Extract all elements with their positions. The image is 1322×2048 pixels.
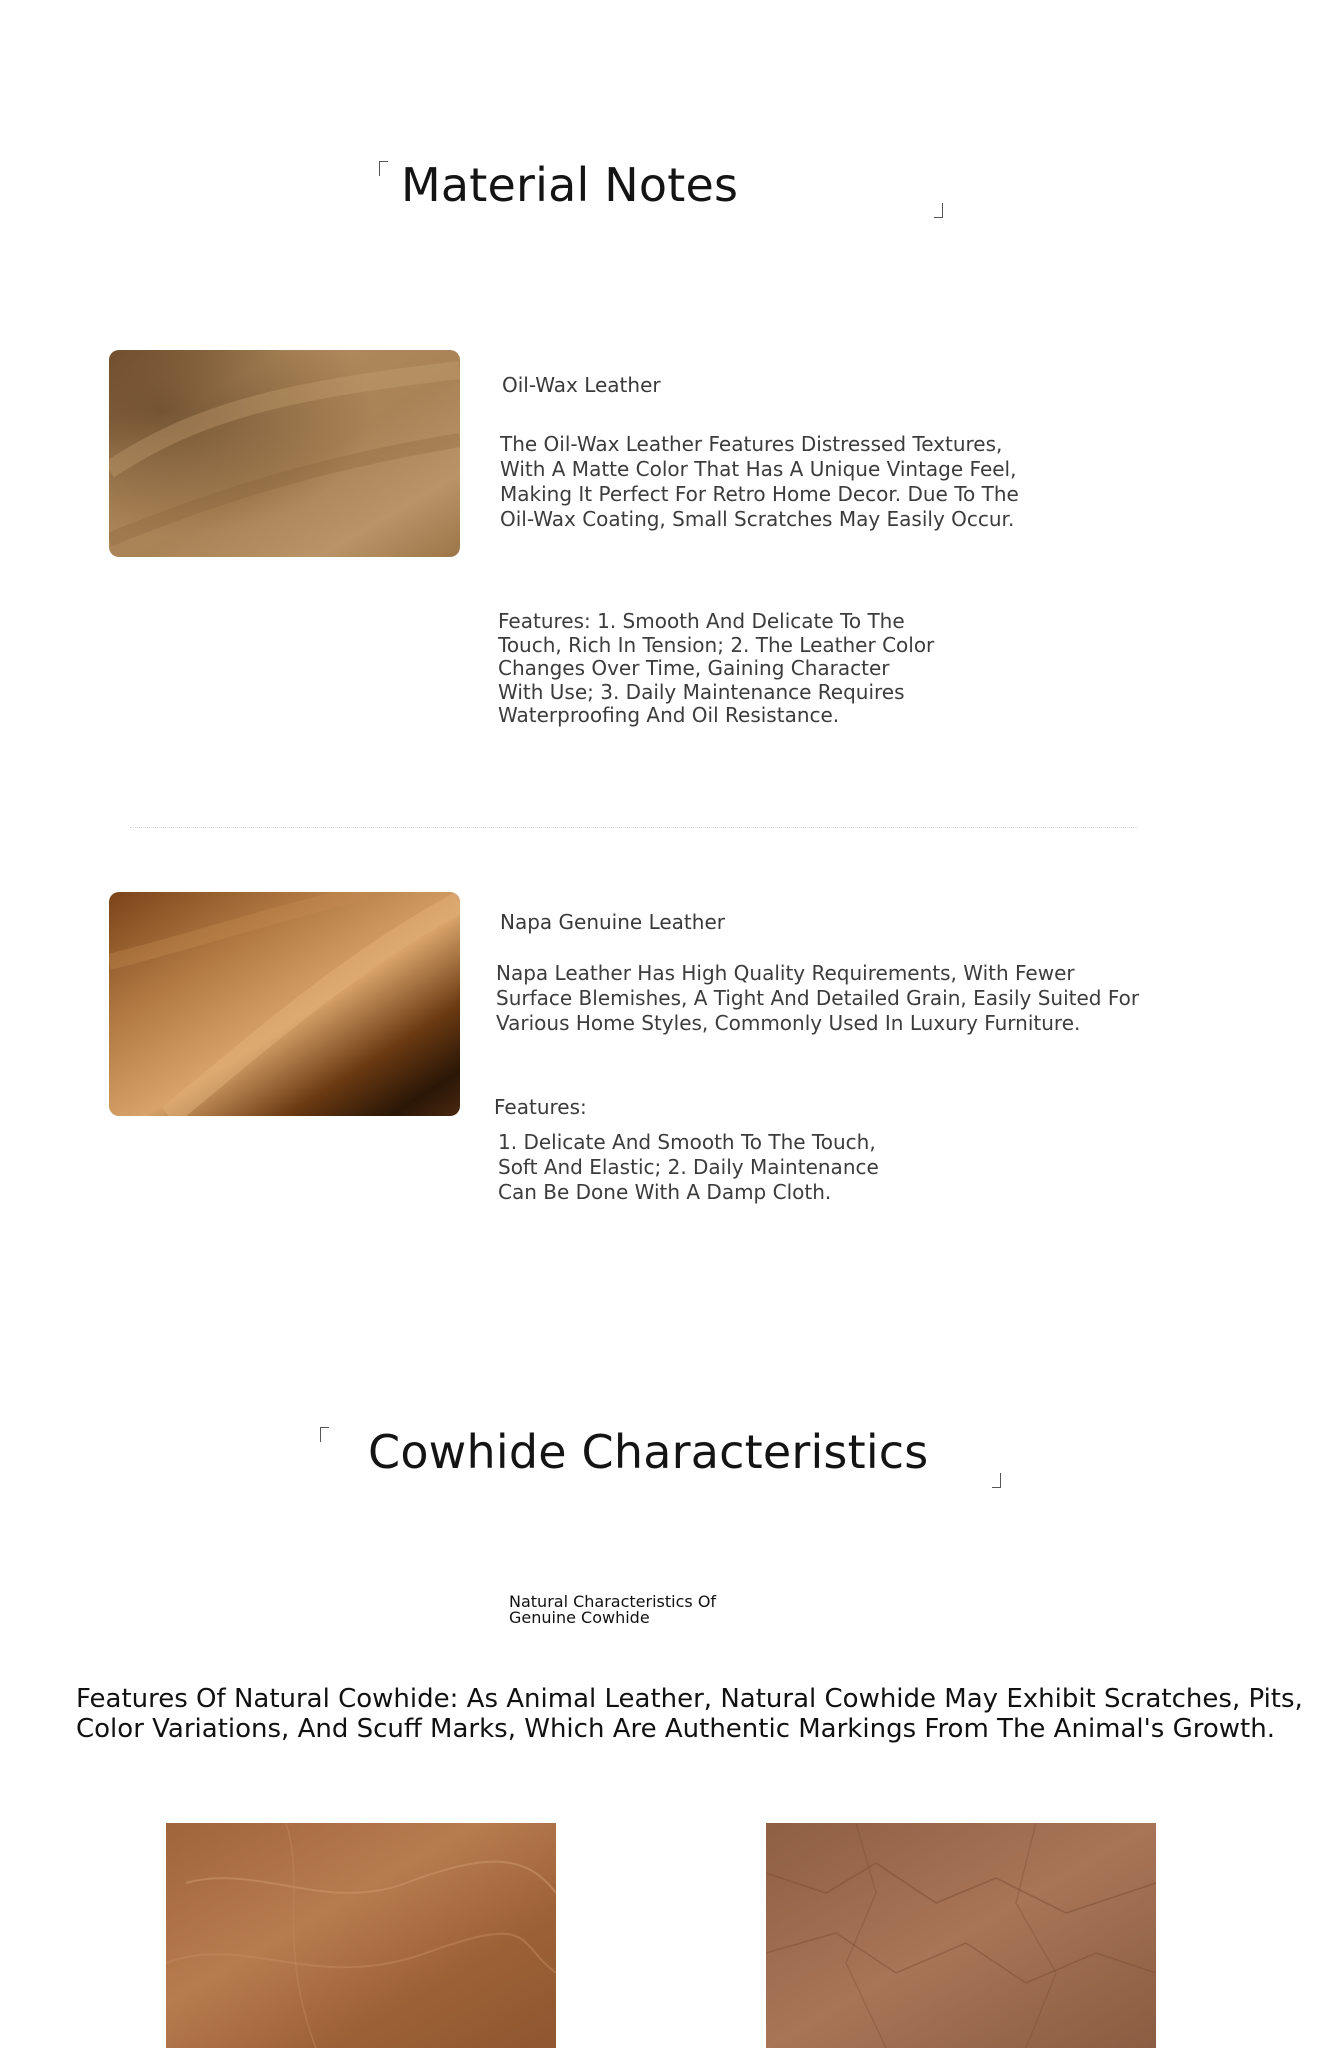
oil-wax-leather-features: Features: 1. Smooth And Delicate To The Touch, Rich In Tension; 2. The Leather Color Changes Over Time, Gaining Character With Use; 3. Daily Maintenance Requires Waterproofing And Oil Resistance. bbox=[498, 609, 935, 727]
oil-wax-leather-title: Oil-Wax Leather bbox=[502, 373, 661, 397]
napa-leather-features-label: Features: bbox=[494, 1095, 587, 1119]
cowhide-photo-left bbox=[166, 1823, 556, 2048]
heading-bracket-close bbox=[934, 203, 943, 218]
section-divider bbox=[130, 827, 1138, 828]
napa-leather-title: Napa Genuine Leather bbox=[500, 910, 725, 934]
cowhide-characteristics-heading: Cowhide Characteristics bbox=[368, 1425, 929, 1479]
material-notes-heading: Material Notes bbox=[401, 158, 739, 212]
cowhide-description: Features Of Natural Cowhide: As Animal Leather, Natural Cowhide May Exhibit Scratches, Pits, Color Variations, And Scuff Marks, Which Are Authentic Markings From The Animal's Growth. bbox=[76, 1684, 1303, 1744]
oil-wax-leather-swatch bbox=[109, 350, 460, 557]
cowhide-subtitle: Natural Characteristics Of Genuine Cowhide bbox=[509, 1592, 717, 1627]
napa-leather-description: Napa Leather Has High Quality Requirements, With Fewer Surface Blemishes, A Tight And Detailed Grain, Easily Suited For Various Home Styles, Commonly Used In Luxury Furniture. bbox=[496, 961, 1140, 1035]
heading-bracket-open bbox=[379, 161, 388, 176]
napa-leather-features: 1. Delicate And Smooth To The Touch, Soft And Elastic; 2. Daily Maintenance Can Be Done With A Damp Cloth. bbox=[498, 1130, 879, 1204]
oil-wax-leather-description: The Oil-Wax Leather Features Distressed Textures, With A Matte Color That Has A Unique Vintage Feel, Making It Perfect For Retro Home Decor. Due To The Oil-Wax Coating, Small Scratches May Easily Occur. bbox=[500, 432, 1019, 531]
napa-leather-swatch bbox=[109, 892, 460, 1116]
heading-bracket-open bbox=[320, 1427, 329, 1442]
heading-bracket-close bbox=[992, 1473, 1001, 1488]
cowhide-photo-right bbox=[766, 1823, 1156, 2048]
